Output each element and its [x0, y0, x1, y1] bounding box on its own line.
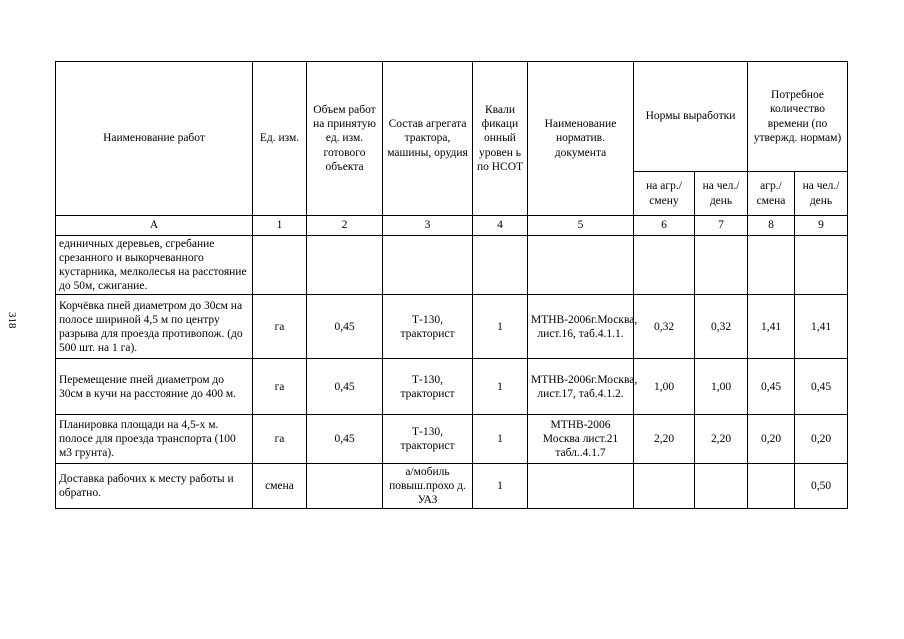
cell-volume: 0,45	[307, 359, 383, 415]
cell-norm-agr	[634, 236, 695, 295]
cell-name: Перемещение пней диаметром до 30см в кучи на расстояние до 400 м.	[56, 359, 253, 415]
header-row	[56, 62, 848, 172]
index-cell: 7	[695, 216, 748, 236]
header-qualification: Квали фикаци онный уровен ь по НСОТ	[473, 62, 528, 216]
cell-norm-agr: 1,00	[634, 359, 695, 415]
index-cell: 8	[748, 216, 795, 236]
cell-norm-man: 0,32	[695, 295, 748, 359]
header-composition: Состав агрегата трактора, машины, орудия	[383, 62, 473, 216]
cell-norm-agr: 2,20	[634, 415, 695, 464]
cell-norm-agr: 0,32	[634, 295, 695, 359]
cell-doc: МТНВ-2006г.Москва, лист.17, таб.4.1.2.	[528, 359, 634, 415]
cell-time-agr	[748, 236, 795, 295]
index-cell: 1	[253, 216, 307, 236]
cell-norm-agr	[634, 464, 695, 509]
index-cell: А	[56, 216, 253, 236]
header-unit: Ед. изм.	[253, 62, 307, 216]
page-number: 318	[6, 312, 18, 329]
index-cell: 5	[528, 216, 634, 236]
cell-time-man	[795, 236, 848, 295]
cell-qualification: 1	[473, 295, 528, 359]
cell-qualification: 1	[473, 464, 528, 509]
cell-norm-man: 2,20	[695, 415, 748, 464]
index-cell: 3	[383, 216, 473, 236]
table-row	[56, 415, 848, 464]
cell-doc	[528, 236, 634, 295]
work-norms-table	[55, 61, 848, 509]
cell-norm-man: 1,00	[695, 359, 748, 415]
cell-volume: 0,45	[307, 415, 383, 464]
cell-doc: МТНВ-2006г.Москва, лист.16, таб.4.1.1.	[528, 295, 634, 359]
cell-composition	[383, 236, 473, 295]
header-doc: Наименование норматив. документа	[528, 62, 634, 216]
index-cell: 9	[795, 216, 848, 236]
cell-time-agr: 0,45	[748, 359, 795, 415]
cell-qualification	[473, 236, 528, 295]
cell-name: Корчёвка пней диаметром до 30см на полосе шириной 4,5 м по центру разрыва для проезда противопож. (до 500 шт. на 1 га).	[56, 295, 253, 359]
header-time-man: на чел./ день	[795, 172, 848, 216]
cell-time-man: 0,50	[795, 464, 848, 509]
header-time: Потребное количество времени (по утвержд. нормам)	[748, 62, 848, 172]
cell-unit	[253, 236, 307, 295]
table-body	[56, 236, 848, 509]
cell-name: Планировка площади на 4,5-х м. полосе для проезда транспорта (100 м3 грунта).	[56, 415, 253, 464]
index-cell: 6	[634, 216, 695, 236]
cell-volume: 0,45	[307, 295, 383, 359]
cell-doc: МТНВ-2006 Москва лист.21 табл..4.1.7	[528, 415, 634, 464]
cell-doc	[528, 464, 634, 509]
table-row	[56, 236, 848, 295]
header-norms: Нормы выработки	[634, 62, 748, 172]
cell-qualification: 1	[473, 415, 528, 464]
cell-time-agr	[748, 464, 795, 509]
cell-time-agr: 0,20	[748, 415, 795, 464]
table-row	[56, 295, 848, 359]
cell-composition: Т-130, тракторист	[383, 359, 473, 415]
header-time-agr: агр./ смена	[748, 172, 795, 216]
header-name: Наименование работ	[56, 62, 253, 216]
index-cell: 4	[473, 216, 528, 236]
cell-composition: а/мобиль повыш.прохо д. УАЗ	[383, 464, 473, 509]
cell-unit: смена	[253, 464, 307, 509]
cell-composition: Т-130, тракторист	[383, 415, 473, 464]
cell-unit: га	[253, 295, 307, 359]
cell-composition: Т-130, тракторист	[383, 295, 473, 359]
index-row	[56, 216, 848, 236]
header-norm-agr: на агр./ смену	[634, 172, 695, 216]
cell-qualification: 1	[473, 359, 528, 415]
cell-time-agr: 1,41	[748, 295, 795, 359]
table-row	[56, 464, 848, 509]
cell-norm-man	[695, 464, 748, 509]
table-row	[56, 359, 848, 415]
index-cell: 2	[307, 216, 383, 236]
header-norm-man: на чел./ день	[695, 172, 748, 216]
cell-volume	[307, 464, 383, 509]
cell-name: единичных деревьев, сгребание срезанного и выкорчеванного кустарника, мелколесья на расстояние до 50м, сжигание.	[56, 236, 253, 295]
cell-unit: га	[253, 415, 307, 464]
cell-time-man: 0,20	[795, 415, 848, 464]
cell-name: Доставка рабочих к месту работы и обратно.	[56, 464, 253, 509]
cell-unit: га	[253, 359, 307, 415]
cell-volume	[307, 236, 383, 295]
cell-norm-man	[695, 236, 748, 295]
header-volume: Объем работ на принятую ед. изм. готового объекта	[307, 62, 383, 216]
cell-time-man: 1,41	[795, 295, 848, 359]
cell-time-man: 0,45	[795, 359, 848, 415]
